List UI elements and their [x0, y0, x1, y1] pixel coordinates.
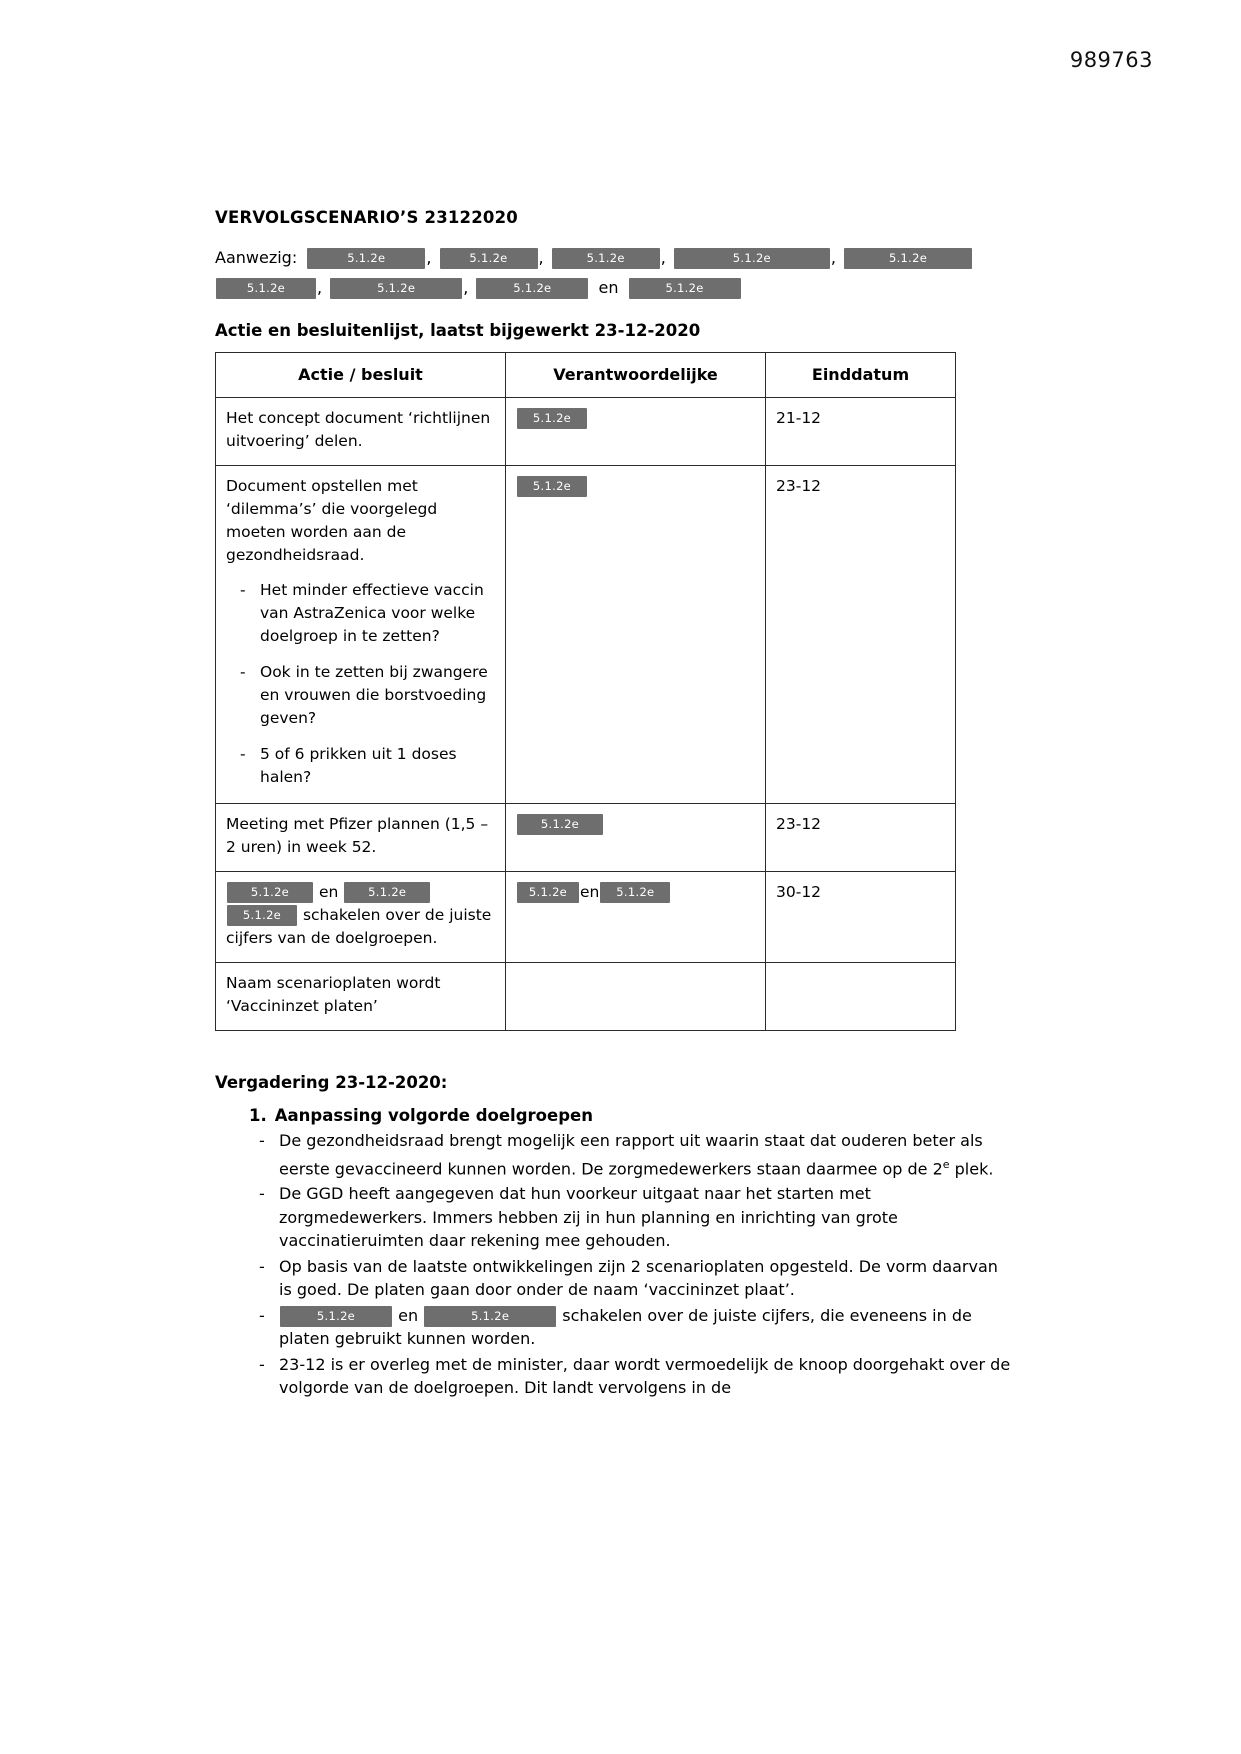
meeting-heading: Vergadering 23-12-2020:	[215, 1073, 448, 1092]
cell-responsible	[506, 804, 766, 872]
action-list-subtitle: Actie en besluitenlijst, laatst bijgewerkt 23-12-2020	[215, 321, 701, 340]
redaction-box: 5.1.2e	[517, 476, 587, 497]
redaction-box: 5.1.2e	[600, 882, 670, 903]
column-header-action: Actie / besluit	[216, 353, 506, 398]
comma-separator: ,	[317, 278, 323, 297]
cell-action	[216, 872, 506, 963]
list-item: - Op basis van de laatste ontwikkelingen zijn 2 scenarioplaten opgesteld. De vorm daarvan is goed. De platen gaan door onder de naam ‘vaccininzet plaat’.	[279, 1255, 1015, 1302]
cell-action: Het concept document ‘richtlijnen uitvoering’ delen.	[216, 398, 506, 466]
table-row	[216, 963, 956, 1031]
meeting-bullet-list	[249, 1129, 1015, 1400]
redaction-box: 5.1.2e	[629, 278, 741, 299]
list-item	[279, 1304, 1015, 1351]
cell-responsible	[506, 466, 766, 804]
meeting-item-title	[249, 1106, 1015, 1125]
bullet-text-tail: plek.	[949, 1158, 994, 1178]
action-decision-table	[215, 352, 956, 1031]
redaction-box: 5.1.2e	[216, 278, 316, 299]
comma-separator: ,	[463, 278, 469, 297]
conjunction-label: en	[580, 883, 600, 901]
ordinal-suffix: e	[942, 1157, 950, 1171]
conjunction-label: en	[398, 1305, 419, 1325]
list-item: - De GGD heeft aangegeven dat hun voorkeur uitgaat naar het starten met zorgmedewerkers. Immers hebben zij in hun planning en inrichting van grote vaccinatieruimten daar rekening mee gehouden.	[279, 1182, 1015, 1253]
redaction-box: 5.1.2e	[424, 1306, 556, 1327]
redaction-box: 5.1.2e	[330, 278, 462, 299]
cell-responsible	[506, 872, 766, 963]
cell-action: Naam scenarioplaten wordt ‘Vaccininzet platen’	[216, 963, 506, 1031]
comma-separator: ,	[426, 248, 432, 267]
redaction-box: 5.1.2e	[227, 882, 313, 903]
conjunction-label: en	[318, 883, 339, 901]
column-header-deadline: Einddatum	[766, 353, 956, 398]
redaction-box: 5.1.2e	[517, 882, 579, 903]
list-item: - 5 of 6 prikken uit 1 doses halen?	[260, 743, 495, 789]
redaction-box: 5.1.2e	[844, 248, 972, 269]
table-row	[216, 398, 956, 466]
cell-responsible	[506, 963, 766, 1031]
meeting-item-label: Aanpassing volgorde doelgroepen	[274, 1106, 593, 1125]
cell-responsible	[506, 398, 766, 466]
attendees-label: Aanwezig:	[215, 248, 298, 267]
cell-action	[216, 466, 506, 804]
redaction-box: 5.1.2e	[227, 905, 297, 926]
cell-action-text: Document opstellen met ‘dilemma’s’ die voorgelegd moeten worden aan de gezondheidsraad.	[226, 477, 438, 564]
table-row	[216, 804, 956, 872]
redaction-box: 5.1.2e	[517, 408, 587, 429]
redaction-box: 5.1.2e	[344, 882, 430, 903]
table-header-row	[216, 353, 956, 398]
redaction-box: 5.1.2e	[476, 278, 588, 299]
conjunction-label: en	[598, 278, 619, 297]
bullet-text: De gezondheidsraad brengt mogelijk een rapport uit waarin staat dat ouderen beter als eerste gevaccineerd kunnen worden. De zorgmedewerkers staan daarmee op de 2	[279, 1131, 983, 1178]
cell-bullet-list	[226, 579, 495, 789]
redaction-box: 5.1.2e	[280, 1306, 392, 1327]
page-title: VERVOLGSCENARIO’S 23122020	[215, 208, 518, 227]
list-item: - Het minder effectieve vaccin van AstraZenica voor welke doelgroep in te zetten?	[260, 579, 495, 648]
cell-deadline: 30-12	[766, 872, 956, 963]
comma-separator: ,	[538, 248, 544, 267]
meeting-section	[249, 1106, 1015, 1400]
comma-separator: ,	[830, 248, 836, 267]
document-number: 989763	[1069, 48, 1153, 72]
list-item: - Ook in te zetten bij zwangere en vrouwen die borstvoeding geven?	[260, 661, 495, 730]
cell-deadline	[766, 963, 956, 1031]
redaction-box: 5.1.2e	[307, 248, 425, 269]
list-item: - 23-12 is er overleg met de minister, daar wordt vermoedelijk de knoop doorgehakt over de volgorde van de doelgroepen. Dit landt vervolgens in de	[279, 1353, 1015, 1400]
redaction-box: 5.1.2e	[552, 248, 660, 269]
table-row	[216, 466, 956, 804]
attendees-line	[215, 243, 1015, 303]
list-item	[279, 1129, 1015, 1180]
comma-separator: ,	[660, 248, 666, 267]
cell-deadline: 21-12	[766, 398, 956, 466]
redaction-box: 5.1.2e	[517, 814, 603, 835]
table-row	[216, 872, 956, 963]
cell-deadline: 23-12	[766, 804, 956, 872]
document-body	[215, 208, 1015, 1402]
cell-action: Meeting met Pfizer plannen (1,5 – 2 uren) in week 52.	[216, 804, 506, 872]
redaction-box: 5.1.2e	[674, 248, 830, 269]
meeting-item-index: 1.	[249, 1106, 267, 1125]
bullet-text-tail: schakelen over de juiste cijfers, die eveneens in de platen gebruikt kunnen worden.	[279, 1305, 972, 1349]
cell-deadline: 23-12	[766, 466, 956, 804]
cell-action-text: schakelen over de juiste cijfers van de doelgroepen.	[226, 906, 492, 947]
column-header-responsible: Verantwoordelijke	[506, 353, 766, 398]
redaction-box: 5.1.2e	[440, 248, 538, 269]
